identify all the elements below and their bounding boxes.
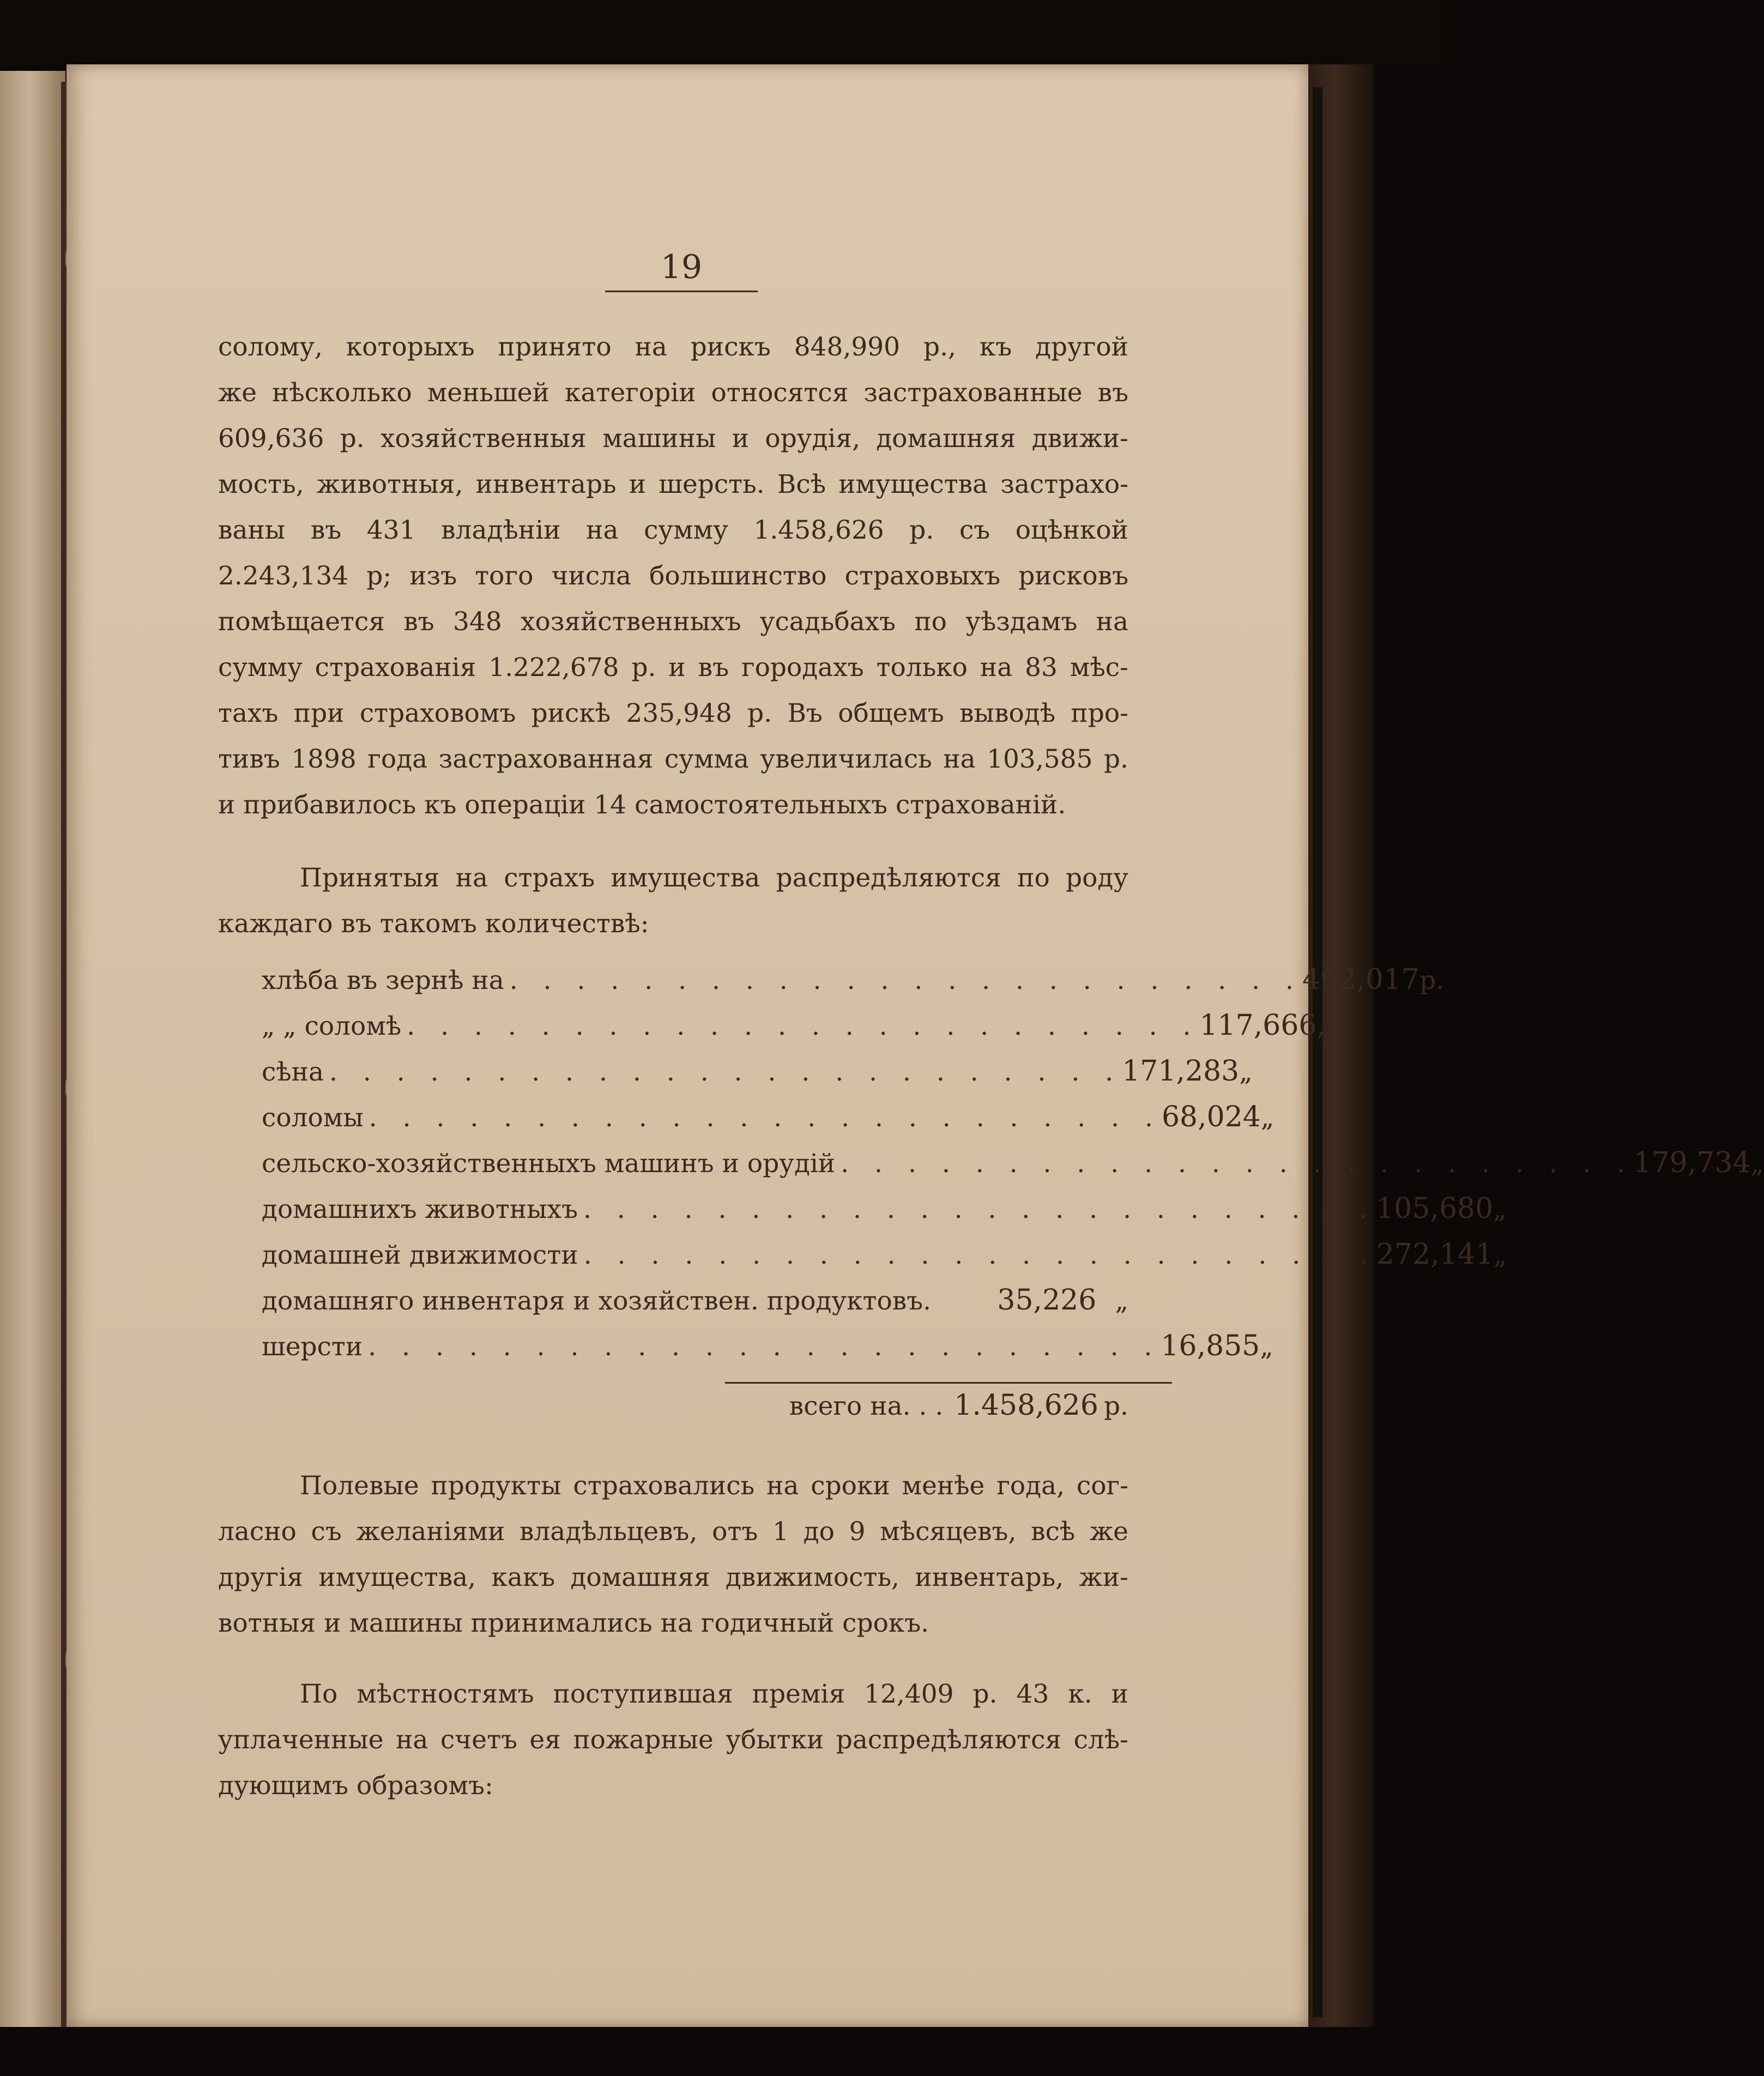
text-line: Принятыя на страхъ имущества распредѣляются по роду [300, 863, 1128, 893]
scan-bottom-background [0, 2027, 1447, 2076]
row-label: домашнихъ животныхъ [262, 1194, 578, 1224]
row-amount: 35,226 [997, 1284, 1097, 1317]
row-amount: 272,141 [1376, 1238, 1494, 1271]
table-row [262, 963, 1445, 1009]
row-unit: „ [1260, 1332, 1273, 1362]
text-line: вотныя и машины принимались на годичный срокъ. [218, 1608, 929, 1638]
row-amount: 117,666 [1199, 1009, 1317, 1042]
row-unit: „ [1493, 1240, 1507, 1270]
leader-dots: . . . . . . . . . . . . . . . . . . . . . . . . [407, 1011, 1200, 1041]
table-row [262, 1146, 1764, 1192]
row-label: соломы [262, 1103, 364, 1133]
left-page-edge [0, 71, 65, 2061]
table-row [262, 1330, 1273, 1375]
row-label: домашней движимости [262, 1240, 578, 1270]
leader-dots: . . . . . . . . . . . . . . . . . . . . . . . . [329, 1057, 1122, 1087]
total-amount: 1.458,626 [954, 1389, 1098, 1422]
text-line: ваны въ 431 владѣніи на сумму 1.458,626 р. съ оцѣнкой [218, 515, 1128, 545]
text-line: солому, которыхъ принято на рискъ 848,990 р., къ другой [218, 332, 1128, 362]
text-line: дующимъ образомъ: [218, 1771, 493, 1801]
text-line: По мѣстностямъ поступившая премія 12,409 р. 43 к. и [300, 1679, 1128, 1709]
leader-dots: . . . . . . . . . . . . . . . . . . . . . . . . [509, 965, 1302, 995]
leader-dots: . . . . . . . . . . . . . . . . . . . . . . . . [368, 1103, 1162, 1133]
paragraph-4 [218, 1671, 1128, 1809]
page-number: 19 [660, 248, 703, 286]
paragraph-1 [218, 324, 1128, 828]
row-label: шерсти [262, 1332, 363, 1362]
table-total [262, 1389, 1128, 1438]
row-amount: 68,024 [1161, 1101, 1261, 1133]
leader-dots: . . . . . . . . . . . . . . . . . . . . . . . . [841, 1149, 1634, 1179]
leader-dots: . . . . . . . . . . . . . . . . . . . . . . . . [583, 1240, 1376, 1270]
text-line: тивъ 1898 года застрахованная сумма увеличилась на 103,585 р. [218, 744, 1128, 774]
row-unit: р. [1419, 965, 1445, 995]
row-unit: „ [1750, 1149, 1764, 1179]
text-line: уплаченные на счетъ ея пожарные убытки распредѣляются слѣ- [218, 1725, 1128, 1755]
row-amount: 492,017 [1302, 963, 1419, 996]
row-label: сельско-хозяйственныхъ машинъ и орудій [262, 1149, 836, 1179]
row-unit: „ [1260, 1103, 1274, 1133]
text-line: каждаго въ такомъ количествѣ: [218, 909, 649, 939]
paragraph-2 [218, 855, 1128, 947]
page-number-rule [605, 291, 758, 292]
row-label: хлѣба въ зернѣ на [262, 965, 504, 995]
row-amount: 16,855 [1161, 1330, 1260, 1362]
table-row [262, 1238, 1507, 1284]
text-line: мость, животныя, инвентарь и шерсть. Всѣ имущества застрахо- [218, 469, 1128, 499]
row-amount: 105,680 [1376, 1192, 1494, 1225]
scan-top-background [0, 0, 1447, 65]
row-amount: 171,283 [1122, 1055, 1240, 1088]
text-line: другія имущества, какъ домашняя движимость, инвентарь, жи- [218, 1562, 1128, 1592]
row-label: сѣна [262, 1057, 324, 1087]
page-text [218, 324, 1764, 1809]
row-label: домашняго инвентаря и хозяйствен. продуктовъ. [262, 1286, 932, 1316]
row-unit: „ [1239, 1057, 1253, 1087]
row-amount: 179,734 [1633, 1146, 1751, 1179]
paragraph-3 [218, 1463, 1128, 1646]
text-line: помѣщается въ 348 хозяйственныхъ усадьбахъ по уѣздамъ на [218, 607, 1128, 637]
table-row [262, 1009, 1330, 1055]
row-unit: „ [1316, 1011, 1330, 1041]
total-label: всего на. . . [789, 1391, 944, 1421]
text-line: 2.243,134 р; изъ того числа большинство страховыхъ рисковъ [218, 561, 1128, 591]
row-unit: „ [1493, 1194, 1507, 1224]
text-line: ласно съ желаніями владѣльцевъ, отъ 1 до 9 мѣсяцевъ, всѣ же [218, 1517, 1128, 1547]
table-row [262, 1055, 1253, 1101]
table-row [262, 1101, 1274, 1146]
table-row [262, 1192, 1507, 1238]
table-row [262, 1284, 1128, 1330]
leader-dots: . . . . . . . . . . . . . . . . . . . . . . . . [583, 1194, 1376, 1224]
book-cover-spine-shadow [1313, 87, 1322, 2017]
text-line: 609,636 р. хозяйственныя машины и орудія, домашняя движи- [218, 424, 1128, 454]
text-line: же нѣсколько меньшей категоріи относятся застрахованные въ [218, 378, 1128, 408]
property-table [262, 963, 1764, 1438]
text-line: Полевые продукты страховались на сроки менѣе года, сог- [300, 1471, 1128, 1501]
text-line: сумму страхованія 1.222,678 р. и въ городахъ только на 83 мѣс- [218, 653, 1128, 683]
text-line: тахъ при страховомъ рискѣ 235,948 р. Въ общемъ выводѣ про- [218, 698, 1128, 728]
text-line: и прибавилось къ операціи 14 самостоятельныхъ страхованій. [218, 790, 1066, 820]
row-label: „ „ соломѣ [262, 1011, 402, 1041]
total-unit: р. [1103, 1391, 1128, 1421]
sum-rule [725, 1382, 1172, 1384]
leader-dots: . . . . . . . . . . . . . . . . . . . . . . . . [368, 1332, 1161, 1362]
row-unit: „ [1115, 1286, 1128, 1316]
